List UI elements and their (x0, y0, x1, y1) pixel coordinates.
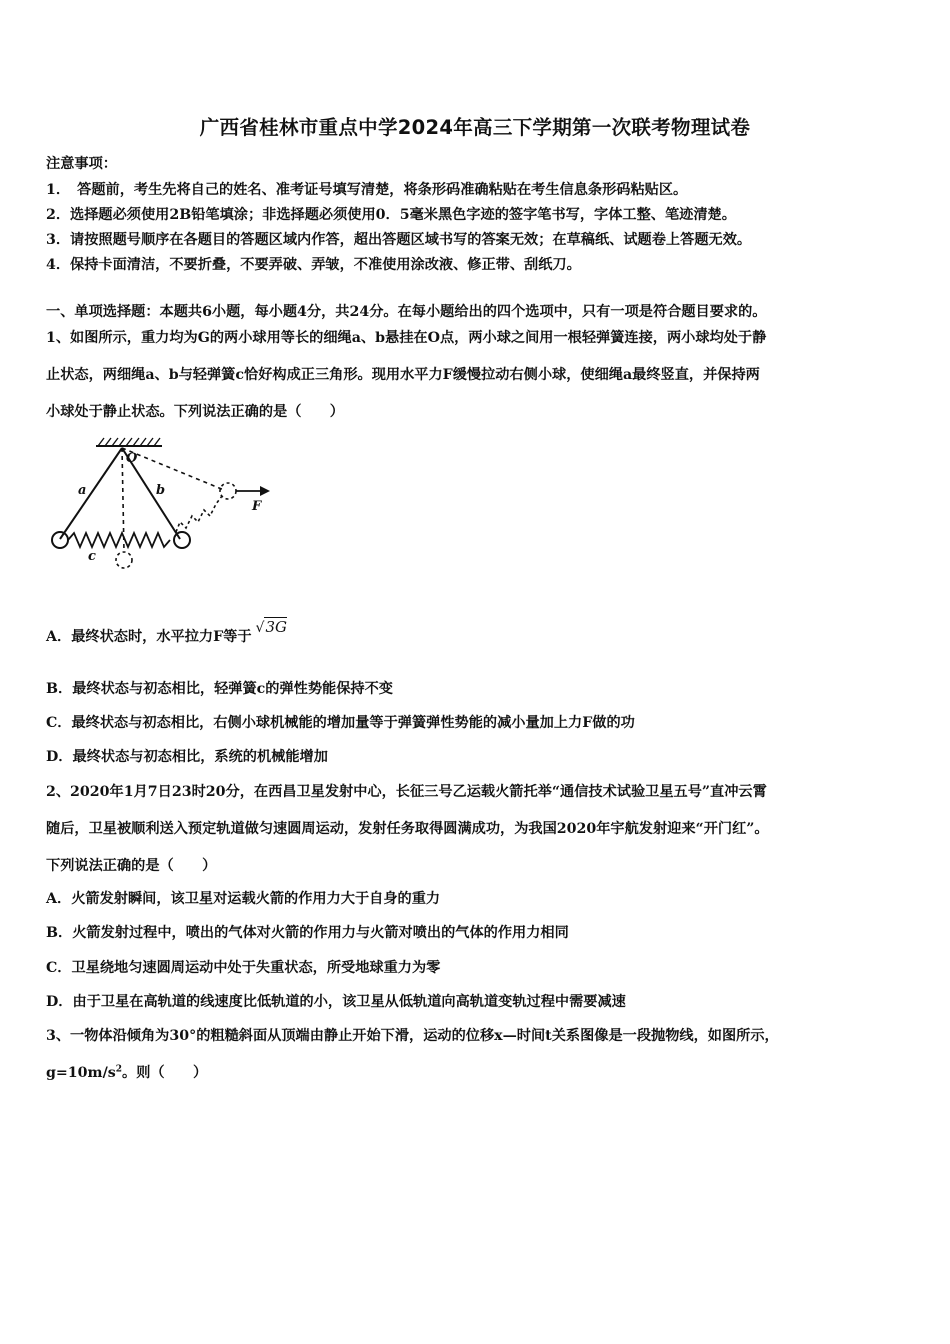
ceiling-hatch (98, 438, 160, 446)
option-text: 火箭发射瞬间，该卫星对运载火箭的作用力大于自身的重力 (71, 891, 441, 907)
q2-stem-line-1: 2、2020年1月7日23时20分，在西昌卫星发射中心，长征三号乙运载火箭托举“通信技术试验卫星五号”直冲云霄 (46, 784, 767, 800)
option-label: C． (46, 715, 72, 731)
notice-item-4: 4．保持卡面清洁，不要折叠，不要弄破、弄皱，不准使用涂改液、修正带、刮纸刀。 (46, 257, 581, 273)
notice-heading: 注意事项： (46, 156, 117, 172)
label-b: b (156, 483, 166, 498)
option-text: 火箭发射过程中，喷出的气体对火箭的作用力与火箭对喷出的气体的作用力相同 (72, 925, 569, 941)
section-heading: 一、单项选择题：本题共6小题，每小题4分，共24分。在每小题给出的四个选项中，只有一项是符合题目要求的。 (46, 304, 767, 320)
q2-option-b[interactable] (46, 922, 569, 942)
option-label: A． (46, 629, 72, 645)
q2-stem-line-2: 随后，卫星被顺利送入预定轨道做匀速圆周运动，发射任务取得圆满成功，为我国2020年宇航发射迎来“开门红”。 (46, 821, 769, 837)
right-ball (174, 532, 190, 548)
pendulum-spring-figure (44, 436, 276, 578)
left-ball (52, 532, 68, 548)
option-label: D． (46, 994, 73, 1010)
option-text: 最终状态与初态相比，系统的机械能增加 (72, 749, 328, 765)
option-text: 最终状态与初态相比，右侧小球机械能的增加量等于弹簧弹性势能的减小量加上力F做的功 (71, 715, 635, 731)
q3-stem-line-1: 3、一物体沿倾角为30°的粗糙斜面从顶端由静止开始下滑，运动的位移x—时间t关系图像是一段抛物线，如图所示， (46, 1028, 779, 1044)
option-text: 最终状态时，水平拉力F等于 (71, 629, 252, 645)
q1-stem-line-2: 止状态，两细绳a、b与轻弹簧c恰好构成正三角形。现用水平力F缓慢拉动右侧小球，使细绳a最终竖直，并保持两 (46, 367, 760, 383)
q2-option-a[interactable] (46, 888, 440, 908)
option-label: D． (46, 749, 73, 765)
option-label: B． (46, 925, 73, 941)
q2-option-d[interactable] (46, 991, 626, 1011)
notice-item-3: 3．请按照题号顺序在各题目的答题区域内作答，超出答题区域书写的答案无效；在草稿纸、试题卷上答题无效。 (46, 232, 752, 248)
q1-option-c[interactable] (46, 712, 635, 732)
q1-option-a[interactable] (46, 618, 287, 646)
notice-item-1: 1． 答题前，考生先将自己的姓名、准考证号填写清楚，将条形码准确粘贴在考生信息条形码粘贴区。 (46, 182, 688, 198)
option-label: A． (46, 891, 72, 907)
q3-stem-line-2 (46, 1062, 207, 1082)
force-arrowhead (260, 486, 270, 496)
label-a: a (78, 483, 87, 498)
q2-option-c[interactable] (46, 957, 440, 977)
option-label: B． (46, 681, 73, 697)
q3-gravity-exponent: 2 (115, 1064, 122, 1075)
option-text: 由于卫星在高轨道的线速度比低轨道的小，该卫星从低轨道向高轨道变轨过程中需要减速 (72, 994, 626, 1010)
string-a (60, 448, 122, 539)
dashed-ball-bottom (116, 552, 132, 568)
dashed-ball-final (220, 483, 236, 499)
q1-option-d[interactable] (46, 746, 328, 766)
option-label: C． (46, 960, 72, 976)
q2-stem-line-3: 下列说法正确的是（ ） (46, 858, 217, 874)
page-title: 广西省桂林市重点中学2024年高三下学期第一次联考物理试卷 (199, 116, 751, 139)
dashed-spring-final (176, 496, 222, 532)
q1-stem-line-1: 1、如图所示，重力均为G的两小球用等长的细绳a、b悬挂在O点，两小球之间用一根轻弹簧连接，两小球均处于静 (46, 330, 767, 346)
label-c: c (88, 549, 96, 564)
notice-item-2: 2．选择题必须使用2B铅笔填涂；非选择题必须使用0．5毫米黑色字迹的签字笔书写，字体工整、笔迹清楚。 (46, 207, 736, 223)
sqrt-3g-expression: √3G (255, 618, 287, 636)
q1-stem-line-3: 小球处于静止状态。下列说法正确的是（ ） (46, 404, 344, 420)
label-o: O (126, 451, 138, 466)
q3-gravity-text: g=10m/s (46, 1065, 116, 1081)
label-f: F (252, 499, 262, 514)
q1-option-b[interactable] (46, 678, 393, 698)
option-text: 最终状态与初态相比，轻弹簧c的弹性势能保持不变 (72, 681, 393, 697)
option-text: 卫星绕地匀速圆周运动中处于失重状态，所受地球重力为零 (71, 960, 441, 976)
spring-c (68, 533, 170, 547)
q3-stem-tail: 。则（ ） (122, 1065, 208, 1081)
